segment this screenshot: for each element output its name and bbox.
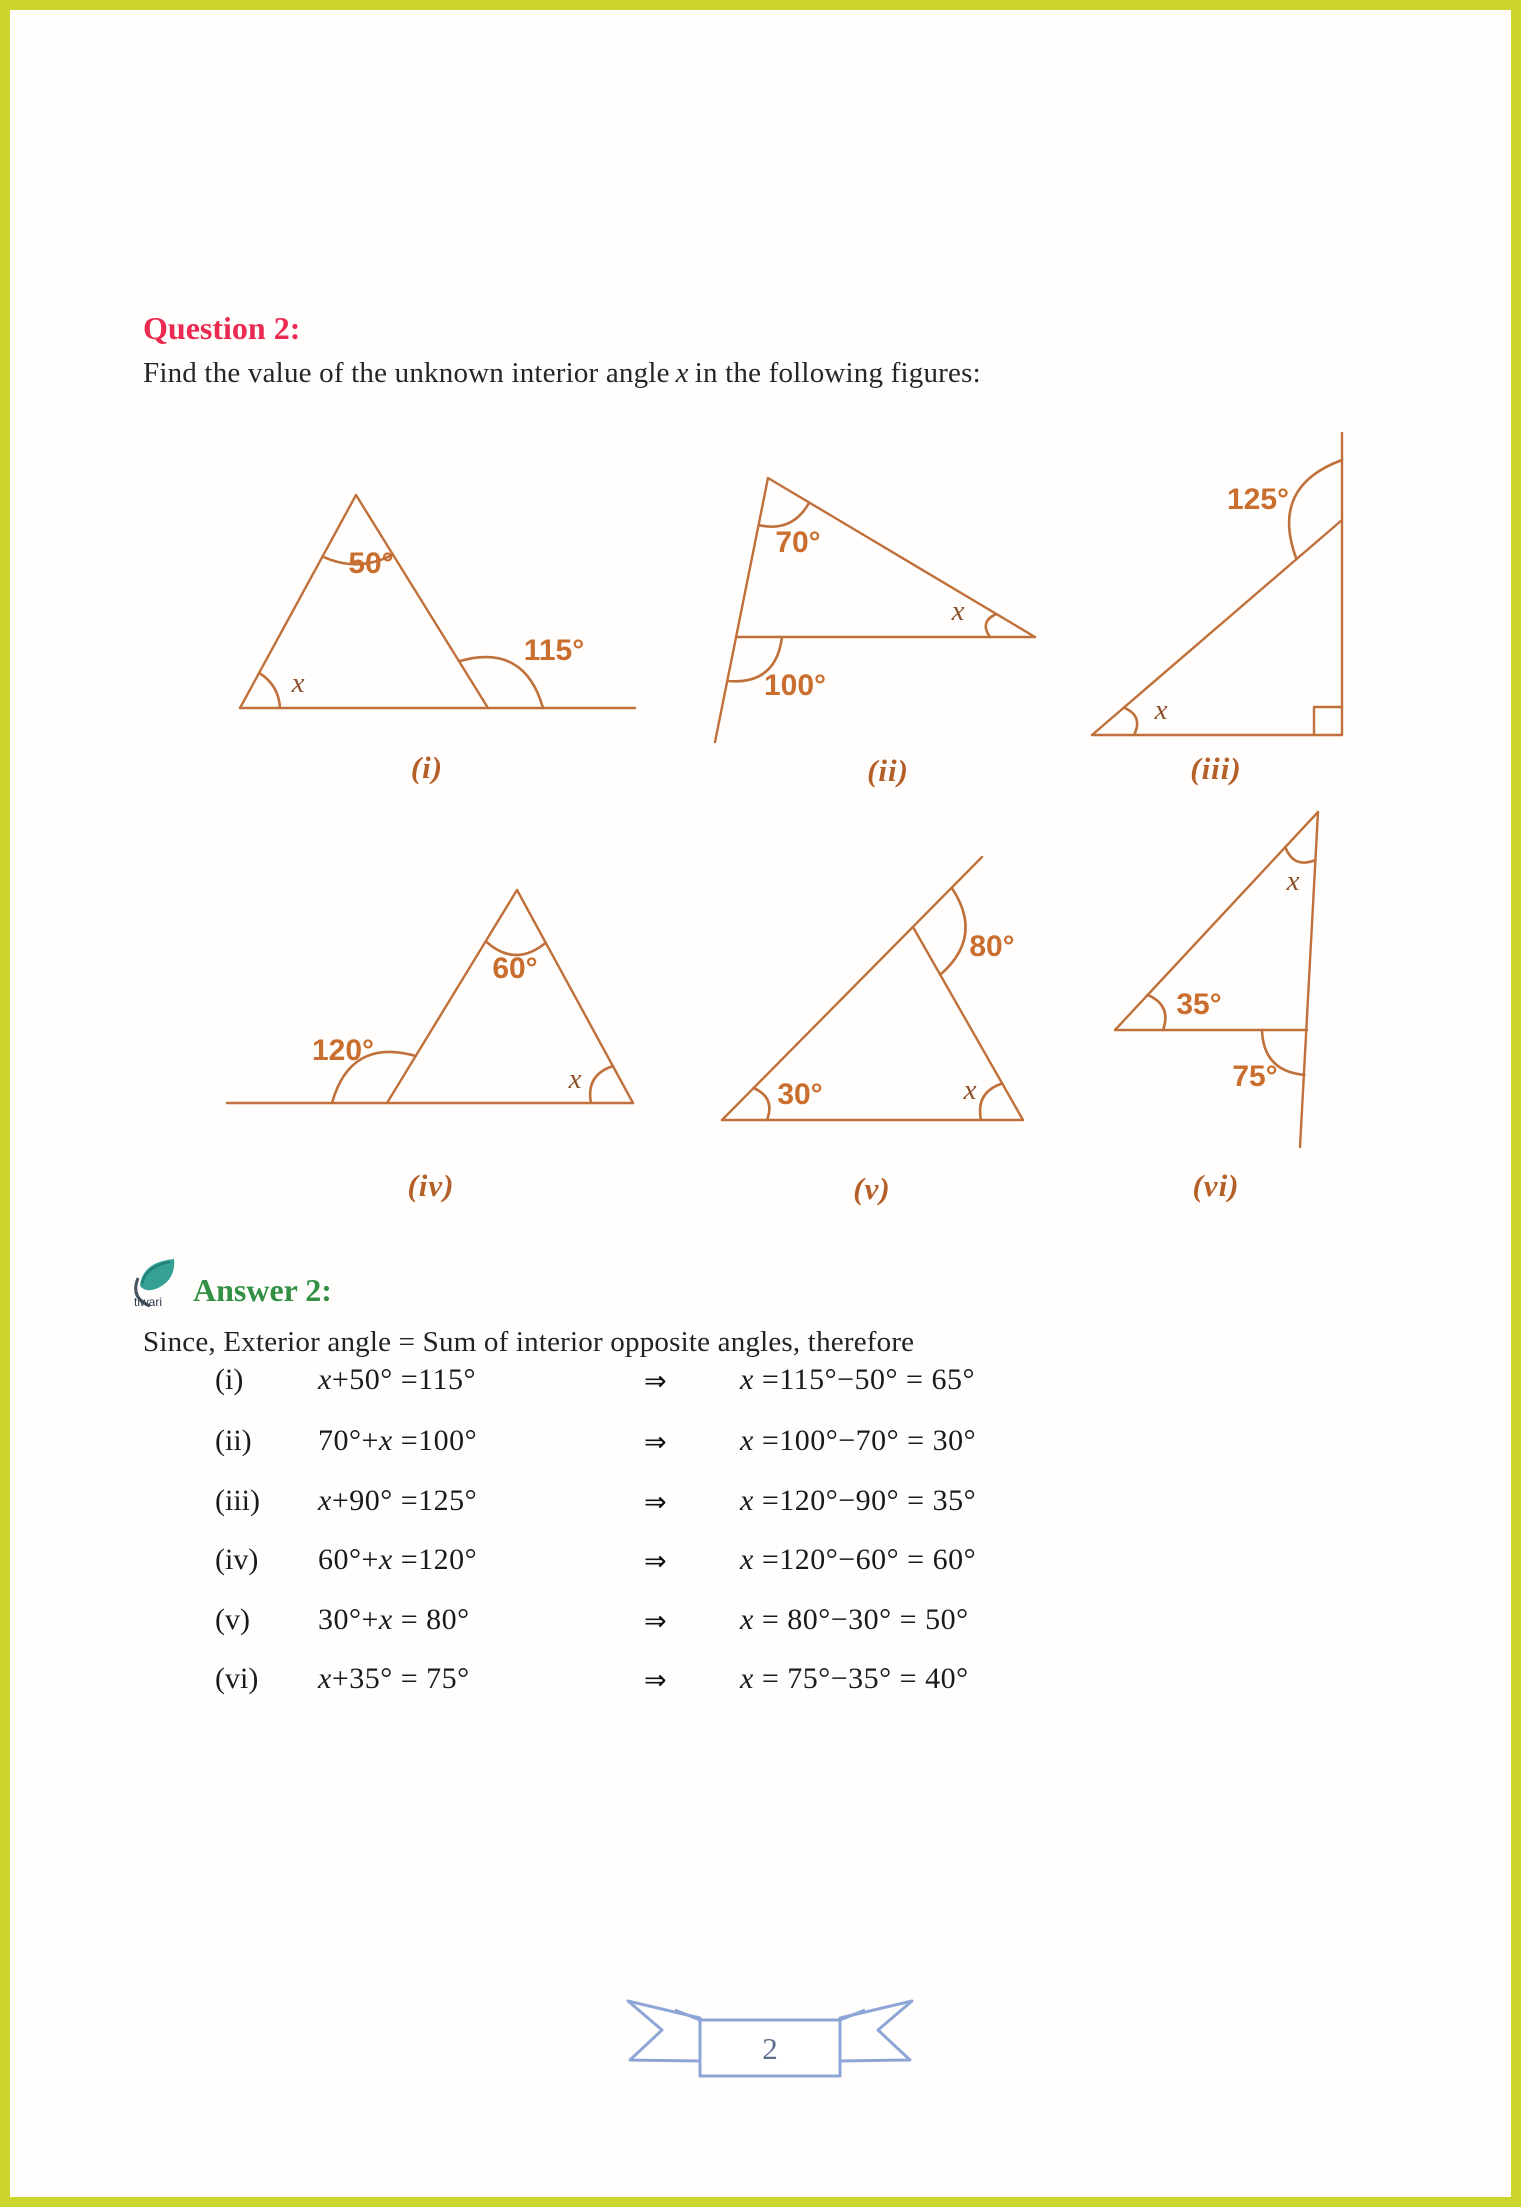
equation-lhs: 30°+x = 80° (318, 1603, 470, 1636)
figure-i-x-arc (259, 673, 280, 708)
figure-v-exterior-angle-label: 80° (969, 930, 1015, 963)
figure-v-left-side-extended (722, 857, 982, 1120)
figure-v-x-arc (980, 1084, 1002, 1121)
figure-ii (690, 440, 1070, 800)
figure-iii-exterior-angle-label: 125° (1226, 483, 1290, 516)
figure-ii-left-line (715, 478, 768, 742)
equation-lhs: x+90° =125° (318, 1484, 478, 1517)
equation-row-v (10, 1603, 1511, 1647)
figure-i-x-label: x (291, 667, 305, 699)
question-heading: Question 2: (143, 310, 301, 346)
figure-vi-left-arc (1148, 995, 1166, 1030)
figure-ii-x-arc (986, 614, 997, 637)
question-text-after: in the following figures: (694, 357, 981, 389)
implies-arrow-icon: ⇒ (644, 1427, 667, 1458)
equation-number: (vi) (215, 1662, 259, 1695)
figure-i-caption: (i) (410, 750, 444, 785)
equation-rhs: x =120°−90° = 35° (740, 1484, 977, 1517)
figure-iv-x-arc (590, 1066, 613, 1103)
answer-heading: Answer 2: (193, 1272, 332, 1308)
question-text (143, 357, 981, 390)
equation-number: (iv) (215, 1543, 259, 1576)
figure-iv-exterior-angle-label: 120° (311, 1034, 375, 1067)
equation-row-iv (10, 1543, 1511, 1587)
equation-rhs: x =120°−60° = 60° (740, 1543, 977, 1576)
figure-vi-base-angle-label: 35° (1176, 988, 1222, 1021)
figure-ii-x-label: x (951, 595, 965, 627)
figure-iv-x-label: x (568, 1063, 582, 1095)
equation-rhs: x = 75°−35° = 40° (740, 1662, 969, 1695)
figure-iii-x-label: x (1154, 694, 1168, 726)
ribbon-left-tail (628, 2001, 700, 2061)
equation-row-ii (10, 1424, 1511, 1468)
implies-arrow-icon: ⇒ (644, 1546, 667, 1577)
figure-iii-hypotenuse (1092, 520, 1342, 735)
answer-intro: Since, Exterior angle = Sum of interior opposite angles, therefore (143, 1326, 915, 1358)
figure-v-x-label: x (963, 1074, 977, 1106)
logo-wordmark: tiwari (134, 1295, 163, 1309)
figure-v-caption: (v) (853, 1171, 891, 1206)
figure-v-exterior-arc (940, 888, 965, 975)
question-variable-x: x (675, 357, 689, 389)
equation-lhs: x+35° = 75° (318, 1662, 470, 1695)
implies-arrow-icon: ⇒ (644, 1366, 667, 1397)
figure-vi-apex-arc (1285, 847, 1315, 863)
equation-row-iii (10, 1484, 1511, 1528)
equation-rhs: x = 80°−30° = 50° (740, 1603, 969, 1636)
figure-iv-apex-angle-label: 60° (492, 952, 538, 985)
figure-ii-apex-angle-label: 70° (775, 526, 821, 559)
equation-number: (v) (215, 1603, 250, 1636)
figure-iii-right-angle-mark (1314, 707, 1342, 735)
page-number-ribbon (605, 1966, 935, 2086)
equation-number: (iii) (215, 1484, 260, 1517)
figure-iii (1080, 420, 1470, 800)
figure-iii-caption: (iii) (1190, 751, 1242, 786)
figure-vi-x-label: x (1286, 865, 1300, 897)
figure-i-exterior-angle-label: 115° (523, 634, 585, 667)
figure-vi-exterior-angle-label: 75° (1232, 1060, 1278, 1093)
figure-i-apex-angle-label: 50° (348, 547, 394, 580)
page-number: 2 (762, 2031, 778, 2066)
figure-iv-left-side (387, 890, 517, 1103)
equation-lhs: x+50° =115° (318, 1363, 477, 1396)
equation-lhs: 60°+x =120° (318, 1543, 478, 1576)
figure-v (690, 840, 1110, 1220)
figure-iii-x-arc (1124, 708, 1137, 735)
figure-iv-caption: (iv) (407, 1168, 455, 1203)
figure-ii-apex-arc (759, 503, 809, 527)
equation-rhs: x =100°−70° = 30° (740, 1424, 977, 1457)
figure-ii-exterior-angle-label: 100° (763, 669, 827, 702)
figure-i (170, 440, 650, 790)
implies-arrow-icon: ⇒ (644, 1606, 667, 1637)
equation-number: (i) (215, 1363, 244, 1396)
implies-arrow-icon: ⇒ (644, 1487, 667, 1518)
question-text-before: Find the value of the unknown interior angle (143, 357, 670, 389)
figure-v-base-angle-label: 30° (777, 1078, 823, 1111)
figure-v-left-arc (754, 1088, 770, 1120)
figure-iv (210, 860, 670, 1210)
equation-number: (ii) (215, 1424, 252, 1457)
implies-arrow-icon: ⇒ (644, 1665, 667, 1696)
equation-rhs: x =115°−50° = 65° (740, 1363, 975, 1396)
figure-ii-caption: (ii) (867, 753, 909, 788)
figure-vi-caption: (vi) (1192, 1168, 1240, 1203)
equation-row-i (10, 1363, 1511, 1407)
tiwari-academy-logo-icon (128, 1254, 188, 1322)
equation-row-vi (10, 1662, 1511, 1706)
equation-lhs: 70°+x =100° (318, 1424, 478, 1457)
ribbon-right-tail (840, 2001, 912, 2061)
figure-i-right-side (356, 495, 488, 708)
figure-vi (1090, 790, 1430, 1220)
